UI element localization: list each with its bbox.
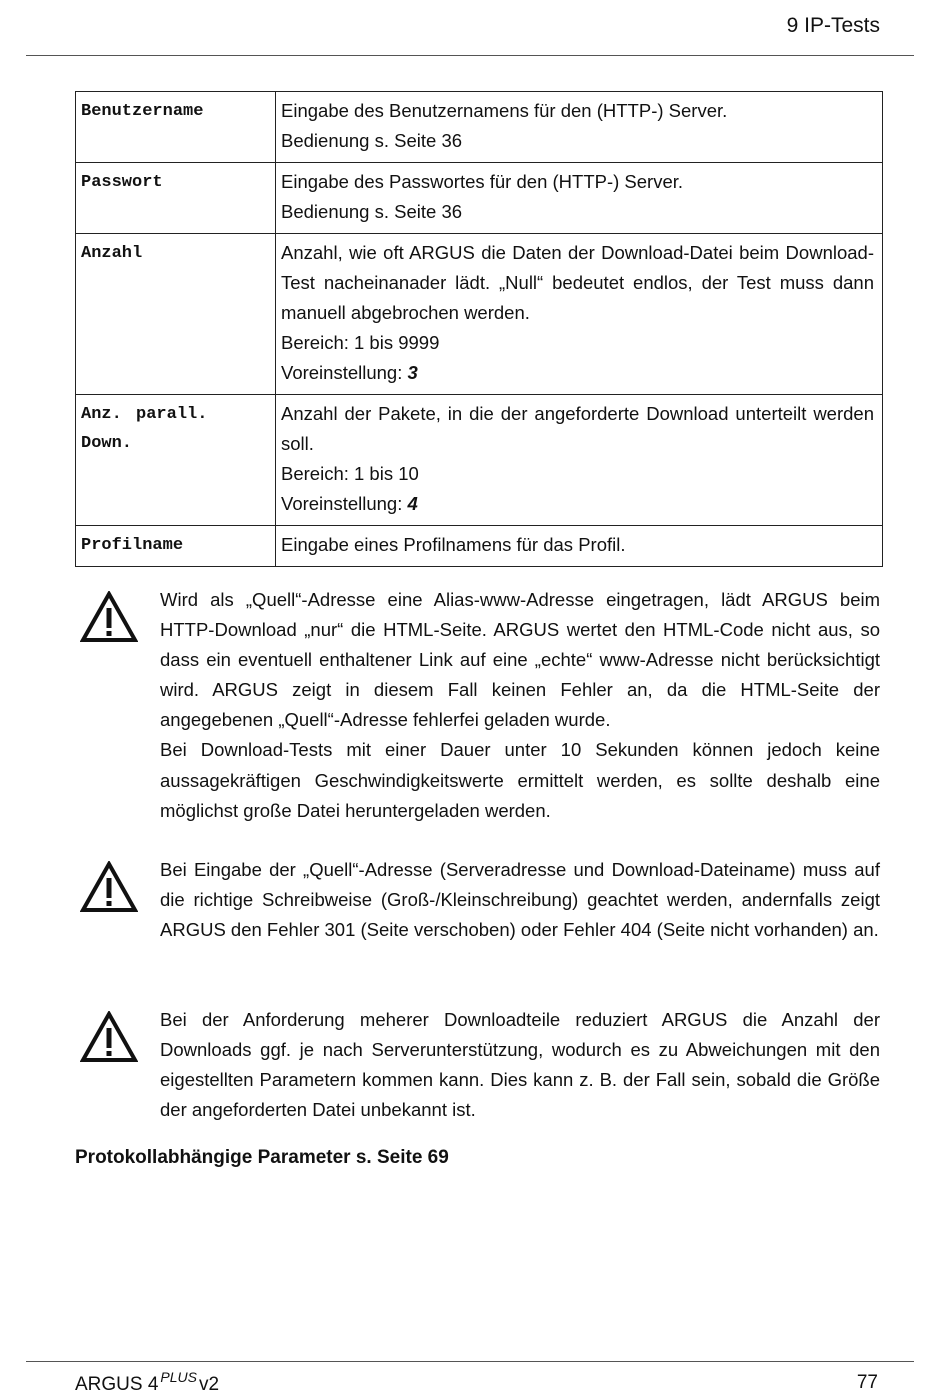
- parameter-name: Passwort: [76, 163, 276, 234]
- product-superscript: PLUS: [160, 1369, 197, 1385]
- warning-icon: [80, 591, 138, 643]
- product-prefix: ARGUS 4: [75, 1374, 159, 1395]
- parameter-description: [276, 163, 883, 234]
- protocol-parameters-reference: Protokollabhängige Parameter s. Seite 69: [75, 1147, 449, 1168]
- note-paragraph: Bei Eingabe der „Quell“-Adresse (Serveradresse und Download-Dateiname) muss auf die richtige Schreibweise (Groß-/Kleinschreibung) geachtet werden, andernfalls zeigt ARGUS den Fehler 301 (Seite verschoben) oder Fehler 404 (Seite nicht vorhanden) an.: [160, 859, 880, 941]
- warning-note: [80, 585, 880, 826]
- description-line: Bereich: 1 bis 9999: [281, 332, 440, 353]
- product-suffix: v2: [199, 1374, 220, 1395]
- header-divider: [26, 55, 914, 56]
- description-line: Eingabe eines Profilnamens für das Profil.: [281, 534, 626, 555]
- note-text: [160, 1005, 880, 1125]
- table-row: [76, 92, 883, 163]
- description-line: Bedienung s. Seite 36: [281, 201, 463, 222]
- default-setting: [281, 358, 874, 388]
- description-line: Anzahl, wie oft ARGUS die Daten der Download-Datei beim Download-Test nacheinanader lädt. „Null“ bedeutet endlos, der Test muss dann manuell abgebrochen werden.: [281, 242, 874, 323]
- note-paragraph: Wird als „Quell“-Adresse eine Alias-www-Adresse eingetragen, lädt ARGUS beim HTTP-Download „nur“ die HTML-Seite. ARGUS wertet den HTML-Code nicht aus, so dass ein eventuell enthaltener Link auf eine „echte“ www-Adresse nicht berücksichtigt wird. ARGUS zeigt in diesem Fall keinen Fehler an, da die HTML-Seite der angegebenen „Quell“-Adresse fehlerfei geladen wurde.: [160, 589, 880, 731]
- parameter-description: [276, 234, 883, 395]
- default-label: Voreinstellung:: [281, 362, 403, 383]
- description-line: Bereich: 1 bis 10: [281, 463, 419, 484]
- parameter-name: Benutzername: [76, 92, 276, 163]
- warning-icon: [80, 1011, 138, 1063]
- default-value: 3: [407, 362, 418, 383]
- default-value: 4: [407, 493, 418, 514]
- parameter-name: Profilname: [76, 526, 276, 567]
- parameter-description: [276, 395, 883, 526]
- parameter-description: [276, 92, 883, 163]
- note-text: [160, 855, 880, 945]
- description-line: Anzahl der Pakete, in die der angeforderte Download unterteilt werden soll.: [281, 403, 874, 454]
- table-row: [76, 395, 883, 526]
- warning-icon: [80, 861, 138, 913]
- product-name: [75, 1369, 220, 1396]
- footer-divider: [26, 1361, 914, 1362]
- description-line: Eingabe des Passwortes für den (HTTP-) Server.: [281, 171, 684, 192]
- parameter-name: Anzahl: [76, 234, 276, 395]
- table-row: [76, 163, 883, 234]
- table-row: [76, 234, 883, 395]
- note-paragraph: Bei der Anforderung meherer Downloadteile reduziert ARGUS die Anzahl der Downloads ggf. je nach Serverunterstützung, wodurch es zu Abweichungen mit den eigestellten Parametern kommen kann. Dies kann z. B. der Fall sein, sobald die Größe der angeforderten Datei unbekannt ist.: [160, 1009, 880, 1121]
- default-setting: [281, 489, 874, 519]
- parameter-table: [75, 91, 883, 567]
- warning-note: [80, 855, 880, 945]
- page-number: 77: [856, 1372, 878, 1393]
- chapter-title: 9 IP-Tests: [786, 14, 880, 37]
- default-label: Voreinstellung:: [281, 493, 403, 514]
- parameter-description: [276, 526, 883, 567]
- note-paragraph: Bei Download-Tests mit einer Dauer unter 10 Sekunden können jedoch keine aussagekräftigen Geschwindigkeitswerte ermittelt werden, es sollte deshalb eine möglichst große Datei heruntergeladen werden.: [160, 739, 880, 821]
- description-line: Eingabe des Benutzernamens für den (HTTP-) Server.: [281, 100, 728, 121]
- note-text: [160, 585, 880, 826]
- parameter-name: Anz. parall. Down.: [76, 395, 276, 526]
- description-line: Bedienung s. Seite 36: [281, 130, 463, 151]
- warning-note: [80, 1005, 880, 1125]
- table-row: [76, 526, 883, 567]
